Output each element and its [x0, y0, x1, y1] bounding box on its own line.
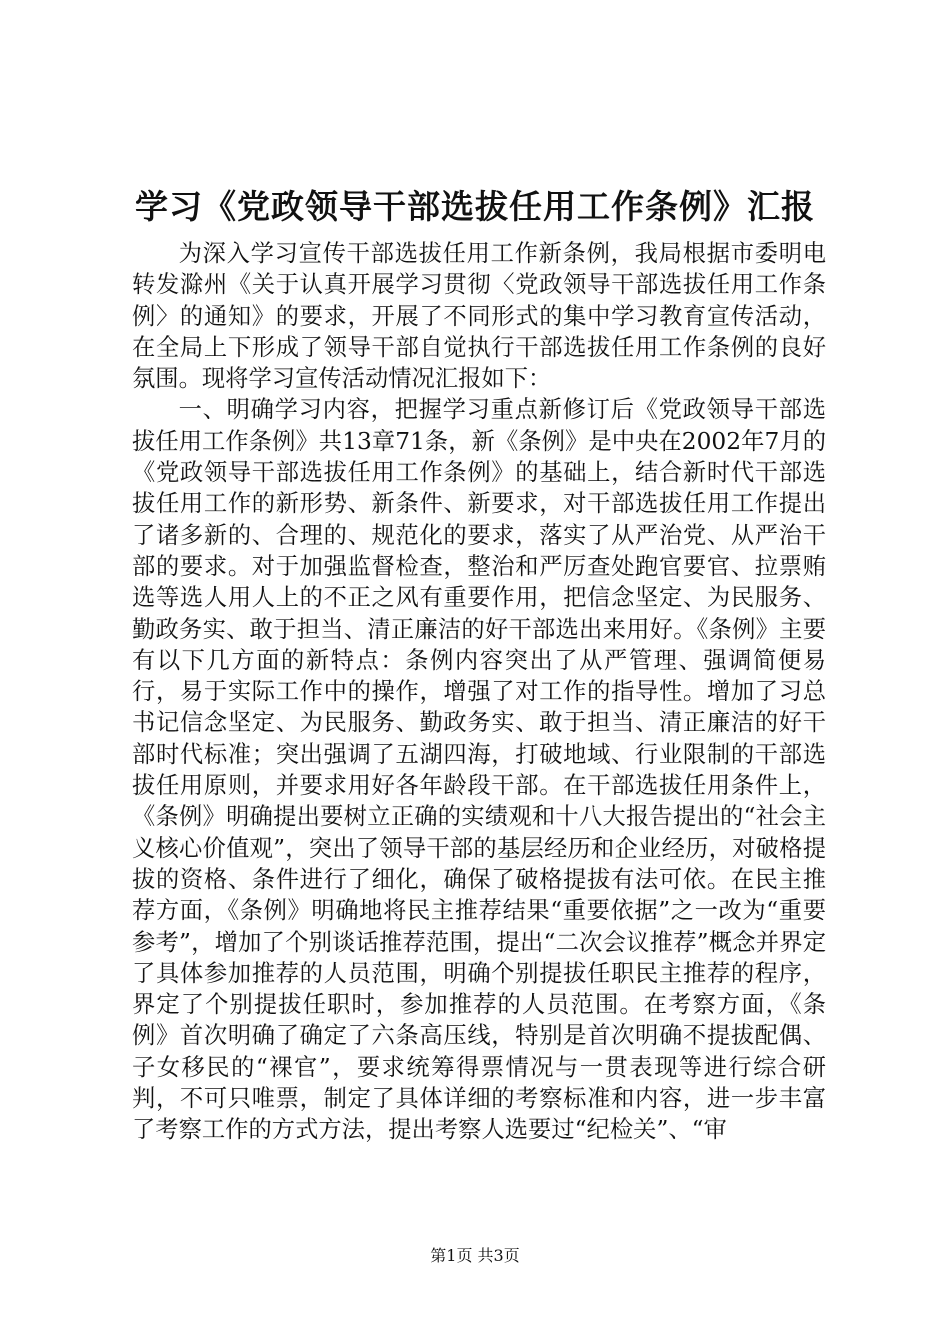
- document-body: [132, 238, 826, 1146]
- paragraph-section-one: 一、明确学习内容，把握学习重点新修订后《党政领导干部选拔任用工作条例》共13章71条，新《条例》是中央在2002年7月的《党政领导干部选拔任用工作条例》的基础上，结合新时代干部选拔任用工作的新形势、新条件、新要求，对干部选拔任用工作提出了诸多新的、合理的、规范化的要求，落实了从严治党、从严治干部的要求。对于加强监督检查，整治和严厉查处跑官要官、拉票贿选等选人用人上的不正之风有重要作用，把信念坚定、为民服务、勤政务实、敢于担当、清正廉洁的好干部选出来用好。《条例》主要有以下几方面的新特点：条例内容突出了从严管理、强调简便易行，易于实际工作中的操作，增强了对工作的指导性。增加了习总书记信念坚定、为民服务、勤政务实、敢于担当、清正廉洁的好干部时代标准；突出强调了五湖四海，打破地域、行业限制的干部选拔任用原则，并要求用好各年龄段干部。在干部选拔任用条件上，《条例》明确提出要树立正确的实绩观和十八大报告提出的“社会主义核心价值观”，突出了领导干部的基层经历和企业经历，对破格提拔的资格、条件进行了细化，确保了破格提拔有法可依。在民主推荐方面，《条例》明确地将民主推荐结果“重要依据”之一改为“重要参考”，增加了个别谈话推荐范围，提出“二次会议推荐”概念并界定了具体参加推荐的人员范围，明确个别提拔任职民主推荐的程序，界定了个别提拔任职时，参加推荐的人员范围。在考察方面，《条例》首次明确了确定了六条高压线，特别是首次明确不提拔配偶、子女移民的“裸官”，要求统筹得票情况与一贯表现等进行综合研判，不可只唯票，制定了具体详细的考察标准和内容，进一步丰富了考察工作的方式方法，提出考察人选要过“纪检关”、“审: [132, 396, 826, 1144]
- paragraph-intro: 为深入学习宣传干部选拔任用工作新条例，我局根据市委明电转发滁州《关于认真开展学习贯彻〈党政领导干部选拔任用工作条例〉的通知》的要求，开展了不同形式的集中学习教育宣传活动，在全局上下形成了领导干部自觉执行干部选拔任用工作条例的良好氛围。现将学习宣传活动情况汇报如下：: [132, 240, 826, 393]
- page-footer: 第1页 共3页: [430, 1246, 520, 1265]
- document-title: 学习《党政领导干部选拔任用工作条例》汇报: [135, 187, 815, 226]
